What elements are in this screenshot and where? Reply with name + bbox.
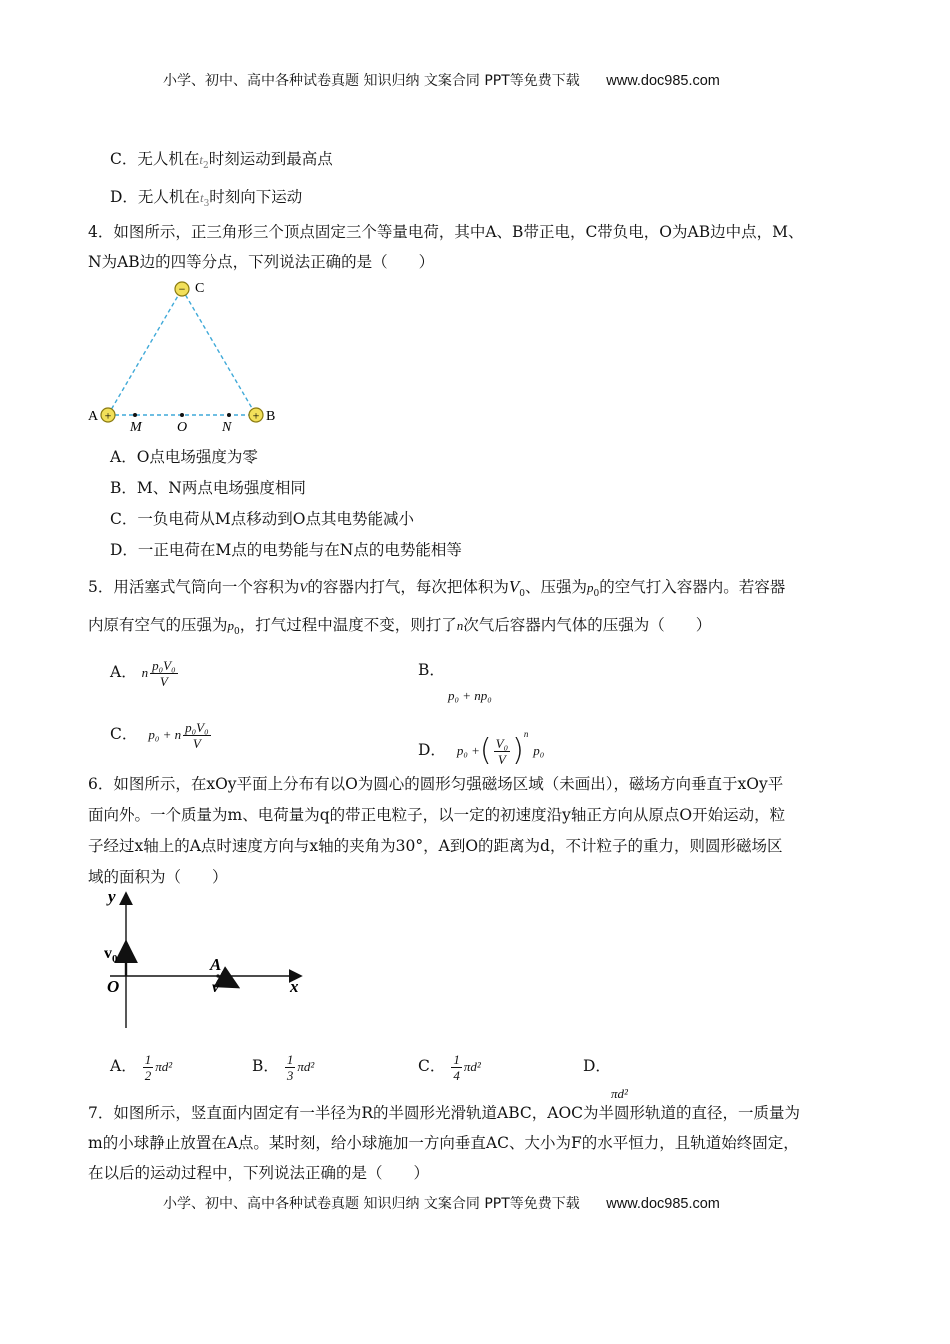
label-m: M [130,420,142,435]
header-text: 小学、初中、高中各种试卷真题 知识归纳 文案合同 PPT等免费下载 [163,73,580,89]
q7-stem-line3: 在以后的运动过程中，下列说法正确的是（ ） [88,1164,430,1182]
q5-stem-line1: 5．用活塞式气筒向一个容积为V的容器内打气，每次把体积为$V_0$、压强为$p_0$的空气打入容器内。若容器 [88,577,786,600]
point-a [216,974,219,977]
footer-url[interactable]: www.doc985.com [606,1196,720,1212]
origin-label: O [107,977,120,996]
label-b: B [266,409,276,424]
q4-option-b: B．M、N两点电场强度相同 [110,479,306,497]
q6-option-c: C． $\frac{1}{4}$ πd² [418,1051,481,1083]
page-footer [163,1193,720,1213]
q4-option-d: D．一正电荷在M点的电势能与在N点的电势能相等 [110,541,462,559]
v0-label: $v_0$ [104,945,118,965]
q3-option-c: C．无人机在$t_2$时刻运动到最高点 [110,150,333,172]
q6-option-d: D． πd² [583,1057,628,1101]
label-c: C [195,281,205,296]
q3-option-d: D．无人机在$t_3$时刻向下运动 [110,188,303,210]
point-n [227,413,231,417]
charge-c-sign: − [178,282,186,296]
x-label: x [290,977,299,996]
q5-option-d: D． p₀ +( $\frac{\text{V₀}}{V}$ )$^n$ p₀ [418,729,545,768]
q6-stem-line1: 6．如图所示，在xOy平面上分布有以O为圆心的圆形匀强磁场区域（未画出），磁场方向垂直于xOy平 [88,775,784,793]
q5-option-b: B． p₀ + np₀ [418,661,492,703]
header-url[interactable]: www.doc985.com [606,73,720,89]
q6-stem-line3: 子经过x轴上的A点时速度方向与x轴的夹角为30°，A到O的距离为d，不计粒子的重力，则圆形磁场区 [88,837,783,855]
v-label: v [212,979,220,996]
q5-stem-line2: 内原有空气的压强为$p_0$，打气过程中温度不变，则打了n次气后容器内气体的压强为（ ） [88,616,712,638]
q5-option-c: C． p₀ + n $\frac{\text{p₀V₀}}{V}$ [110,719,209,751]
point-m [133,413,137,417]
label-a: A [88,409,99,424]
charge-b-sign: + [252,408,260,423]
edge-cb [182,289,256,415]
q4-stem-line2: N为AB边的四等分点，下列说法正确的是（ ） [88,253,435,271]
a-label: A [210,955,222,974]
v-arrow [218,976,236,986]
q6-stem-line2: 面向外。一个质量为m、电荷量为q的带正电粒子，以一定的初速度沿y轴正方向从原点O开始运动，粒 [88,806,786,824]
page-header [163,70,720,90]
y-label: y [108,887,116,906]
q4-option-a: A．O点电场强度为零 [110,448,258,466]
q4-triangle-figure [85,278,295,438]
q6-option-a: A． $\frac{1}{2}$ πd² [110,1051,173,1083]
q5-option-a: A． n $\frac{\text{p₀V₀}}{V}$ [110,657,176,689]
point-o [180,413,184,417]
label-o: O [177,420,188,435]
label-n: N [222,420,232,435]
charge-a-sign: + [104,408,112,423]
q7-stem-line1: 7．如图所示，竖直面内固定有一半径为R的半圆形光滑轨道ABC，AOC为半圆形轨道的直径，一质量为 [88,1104,801,1122]
q6-option-b: B． $\frac{1}{3}$ πd² [252,1051,315,1083]
edge-ac [108,289,182,415]
q6-stem-line4: 域的面积为（ ） [88,868,228,886]
q6-axes-figure [98,884,318,1034]
q4-stem-line1: 4．如图所示，正三角形三个顶点固定三个等量电荷，其中A、B带正电，C带负电，O为AB边中点，M、 [88,223,804,241]
q4-option-c: C．一负电荷从M点移动到O点其电势能减小 [110,510,414,528]
q7-stem-line2: m的小球静止放置在A点。某时刻，给小球施加一方向垂直AC、大小为F的水平恒力，且轨道始终固定， [88,1134,799,1152]
footer-text: 小学、初中、高中各种试卷真题 知识归纳 文案合同 PPT等免费下载 [163,1196,580,1212]
